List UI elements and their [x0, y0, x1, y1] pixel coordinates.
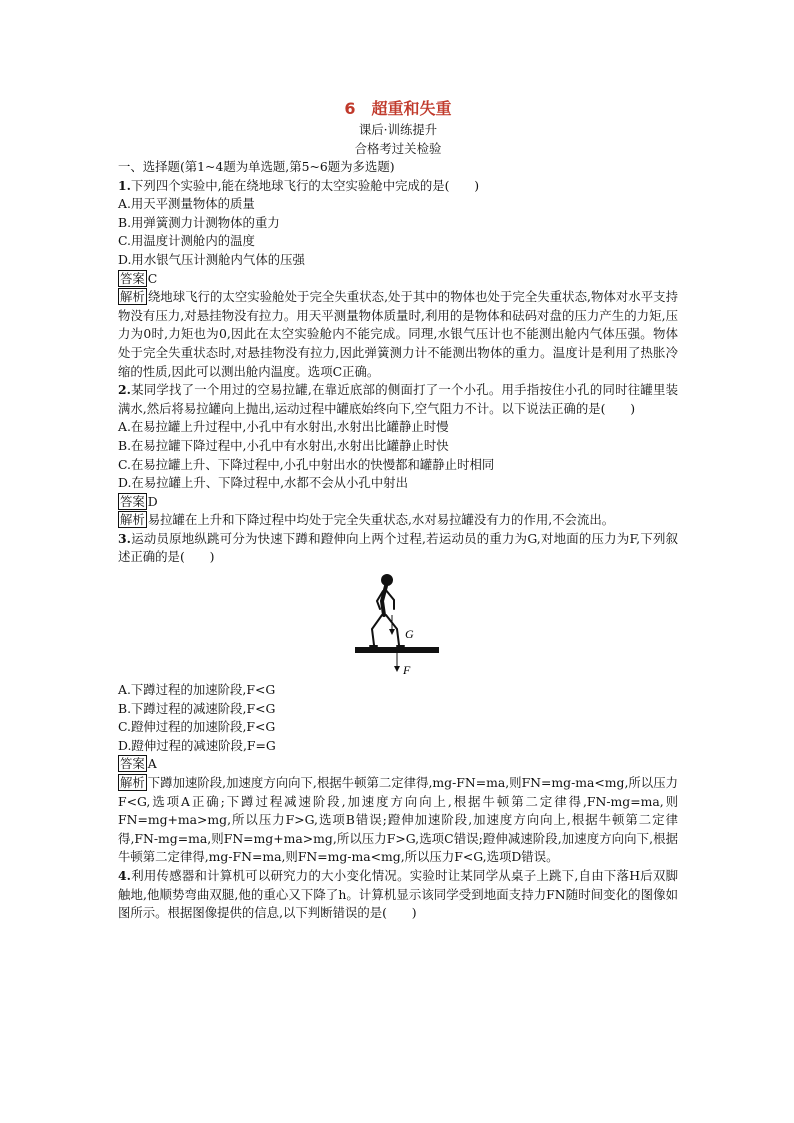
analysis-row [118, 288, 678, 381]
question-stem: 利用传感器和计算机可以研究力的大小变化情况。实验时让某同学从桌子上跳下,自由下落H后双脚触地,他顺势弯曲双腿,他的重心又下降了h。计算机显示该同学受到地面支持力FN随时间变化的图像如图所示。根据图像提供的信息,以下判断错误的是( ) [118, 868, 678, 921]
option-b: B.下蹲过程的减速阶段,F<G [118, 700, 276, 716]
question-1 [118, 177, 678, 196]
question-number: 1. [118, 177, 131, 193]
option-c: C.在易拉罐上升、下降过程中,小孔中射出水的快慢都和罐静止时相同 [118, 456, 495, 472]
answer-row [118, 270, 678, 289]
analysis-row [118, 511, 678, 530]
option-d: D.用水银气压计测舱内气体的压强 [118, 251, 305, 267]
athlete-icon [370, 575, 404, 646]
question-3 [118, 530, 678, 567]
answer-value: C [147, 270, 158, 286]
answer-label: 答案 [120, 756, 145, 772]
option-b: B.用弹簧测力计测物体的重力 [118, 214, 280, 230]
force-arrowhead [394, 666, 400, 672]
analysis-label: 解析 [120, 289, 145, 305]
option-c: C.蹬伸过程的加速阶段,F<G [118, 719, 276, 735]
option-b: B.在易拉罐下降过程中,小孔中有水射出,水射出比罐静止时快 [118, 437, 449, 453]
question-4 [118, 867, 678, 923]
page-subtitle-2: 合格考过关检验 [354, 141, 442, 156]
page-subtitle: 课后·训练提升 [358, 122, 438, 137]
option-a: A.在易拉罐上升过程中,小孔中有水射出,水射出比罐静止时慢 [118, 419, 449, 435]
jumper-diagram [118, 571, 678, 679]
jumper-figure [118, 571, 678, 679]
question-number: 4. [118, 868, 131, 883]
answer-label: 答案 [120, 493, 145, 509]
answer-value: D [147, 493, 158, 509]
question-number: 3. [118, 530, 131, 546]
option-d: D.蹬伸过程的减速阶段,F=G [118, 737, 276, 753]
analysis-text: 下蹲加速阶段,加速度方向向下,根据牛顿第二定律得,mg-FN=ma,则FN=mg-ma<mg,所以压力F<G,选项A正确;下蹲过程减速阶段,加速度方向向上,根据牛顿第二定律得,FN-mg=ma,则FN=mg+ma>mg,所以压力F>G,选项B错误;蹬伸加速阶段,加速度方向向上,根据牛顿第二定律得,FN-mg=ma,则FN=mg+ma>mg,所以压力F>G,选项C错误;蹬伸减速阶段,加速度方向向下,根据牛顿第二定律得,mg-FN=ma,则FN=mg-ma<mg,所以压力F<G,选项D错误。 [118, 775, 678, 865]
ground-plate [355, 647, 439, 653]
section-heading: 一、选择题(第1~4题为单选题,第5~6题为多选题) [118, 159, 395, 174]
question-stem: 某同学找了一个用过的空易拉罐,在靠近底部的侧面打了一个小孔。用手指按住小孔的同时往罐里装满水,然后将易拉罐向上抛出,运动过程中罐底始终向下,空气阻力不计。以下说法正确的是( ) [118, 382, 678, 416]
gravity-arrowhead [389, 629, 395, 635]
answer-row [118, 493, 678, 512]
option-a: A.下蹲过程的加速阶段,F<G [118, 682, 276, 698]
answer-value: A [147, 756, 157, 772]
document-page [118, 98, 678, 923]
page-title: 6 超重和失重 [344, 99, 452, 118]
answer-row [118, 755, 678, 774]
analysis-text: 易拉罐在上升和下降过程中均处于完全失重状态,水对易拉罐没有力的作用,不会流出。 [147, 512, 615, 528]
question-stem: 运动员原地纵跳可分为快速下蹲和蹬伸向上两个过程,若运动员的重力为G,对地面的压力为F,下列叙述正确的是( ) [118, 530, 678, 565]
option-a: A.用天平测量物体的质量 [118, 196, 255, 212]
answer-label: 答案 [120, 270, 145, 286]
gravity-label: G [405, 627, 414, 642]
option-c: C.用温度计测舱内的温度 [118, 233, 255, 249]
analysis-text: 绕地球飞行的太空实验舱处于完全失重状态,处于其中的物体也处于完全失重状态,物体对水平支持物没有压力,对悬挂物没有拉力。用天平测量物体质量时,利用的是物体和砝码对盘的压力产生的力矩,压力为0时,力矩也为0,因此在太空实验舱内不能完成。同理,水银气压计也不能测出舱内气体压强。物体处于完全失重状态时,对悬挂物没有拉力,因此弹簧测力计不能测出物体的重力。温度计是利用了热胀冷缩的性质,因此可以测出舱内温度。选项C正确。 [118, 289, 678, 379]
analysis-label: 解析 [120, 775, 145, 791]
question-2 [118, 381, 678, 418]
option-d: D.在易拉罐上升、下降过程中,水都不会从小孔中射出 [118, 475, 408, 491]
question-number: 2. [118, 382, 131, 398]
analysis-row [118, 774, 678, 867]
force-label: F [403, 663, 411, 678]
question-stem: 下列四个实验中,能在绕地球飞行的太空实验舱中完成的是( ) [130, 177, 480, 193]
analysis-label: 解析 [120, 512, 145, 528]
